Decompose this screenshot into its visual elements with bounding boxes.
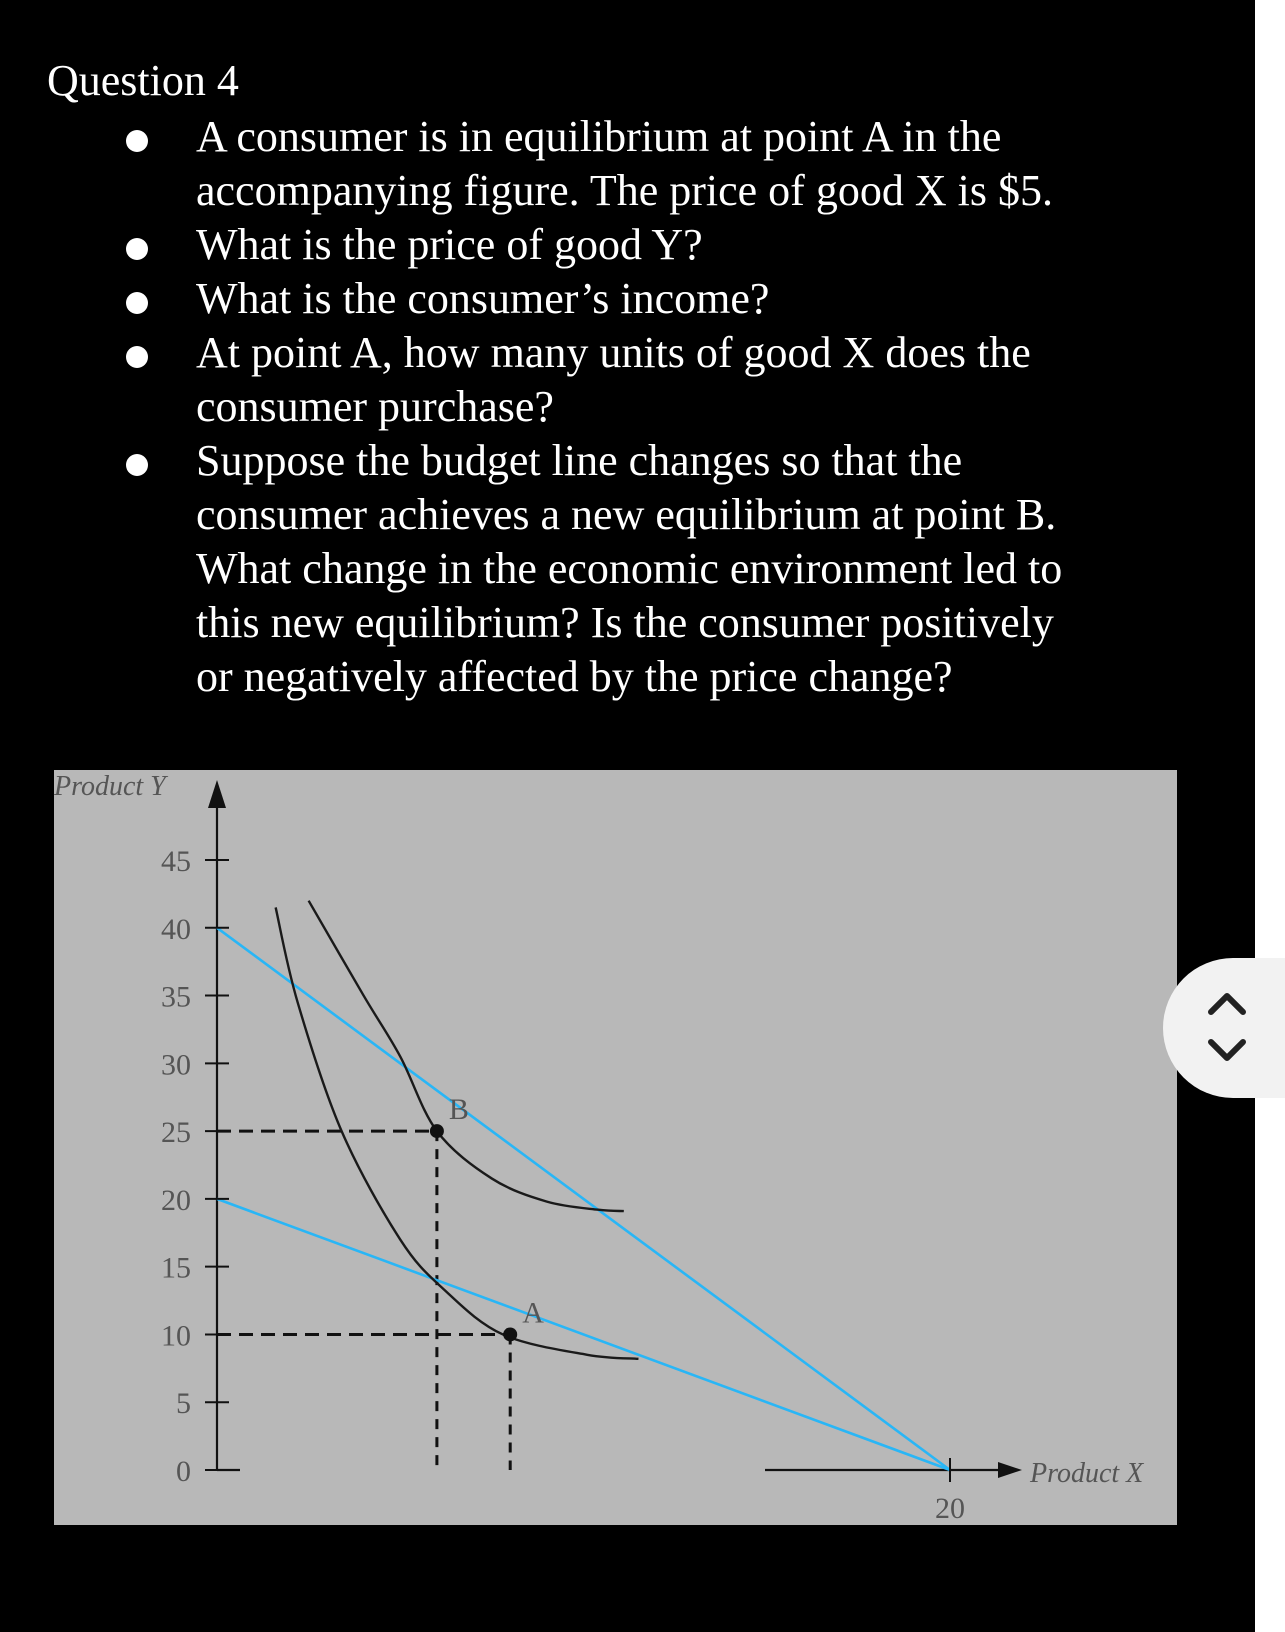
- bullet-text-line: At point A, how many units of good X does the: [196, 328, 1031, 377]
- bullet-text-line: What is the price of good Y?: [196, 220, 703, 269]
- chevron-up-icon[interactable]: [1205, 988, 1249, 1018]
- x-tick-label: 20: [935, 1492, 965, 1525]
- y-tick-label: 25: [161, 1116, 191, 1150]
- y-tick-label: 5: [176, 1387, 191, 1421]
- equilibrium-point-label: B: [448, 1093, 469, 1127]
- question-title: Question 4: [47, 56, 239, 105]
- y-axis-label: Product Y: [54, 771, 166, 802]
- bullet-text-line: What change in the economic environment led to: [196, 544, 1063, 593]
- bullet-text-line: A consumer is in equilibrium at point A in the: [196, 112, 1002, 161]
- bullet-text-line: or negatively affected by the price change?: [196, 652, 953, 701]
- bullet-text-line: accompanying figure. The price of good X is $5.: [196, 166, 1053, 215]
- y-tick-label: 40: [161, 912, 191, 946]
- y-tick-label: 35: [161, 980, 191, 1014]
- bullet-text-line: this new equilibrium? Is the consumer positively: [196, 598, 1054, 647]
- y-tick-label: 20: [161, 1183, 191, 1217]
- y-tick-label: 10: [161, 1319, 191, 1353]
- bullet-text-line: Suppose the budget line changes so that the: [196, 436, 963, 485]
- bullet-text-line: What is the consumer’s income?: [196, 274, 770, 323]
- y-tick-label: 15: [161, 1251, 191, 1285]
- y-tick-label: 45: [161, 845, 191, 878]
- bullet-text-line: consumer achieves a new equilibrium at point B.: [196, 490, 1057, 539]
- chart-panel-background: [54, 770, 1177, 1525]
- equilibrium-point-label: A: [522, 1296, 544, 1330]
- y-tick-label: 30: [161, 1048, 191, 1082]
- chevron-down-icon[interactable]: [1205, 1036, 1249, 1066]
- bullet-text-line: consumer purchase?: [196, 382, 554, 431]
- y-tick-label: 0: [176, 1455, 191, 1488]
- equilibrium-point-marker: [430, 1124, 444, 1138]
- equilibrium-point-marker: [503, 1327, 517, 1341]
- x-axis-label: Product X: [1030, 1458, 1144, 1489]
